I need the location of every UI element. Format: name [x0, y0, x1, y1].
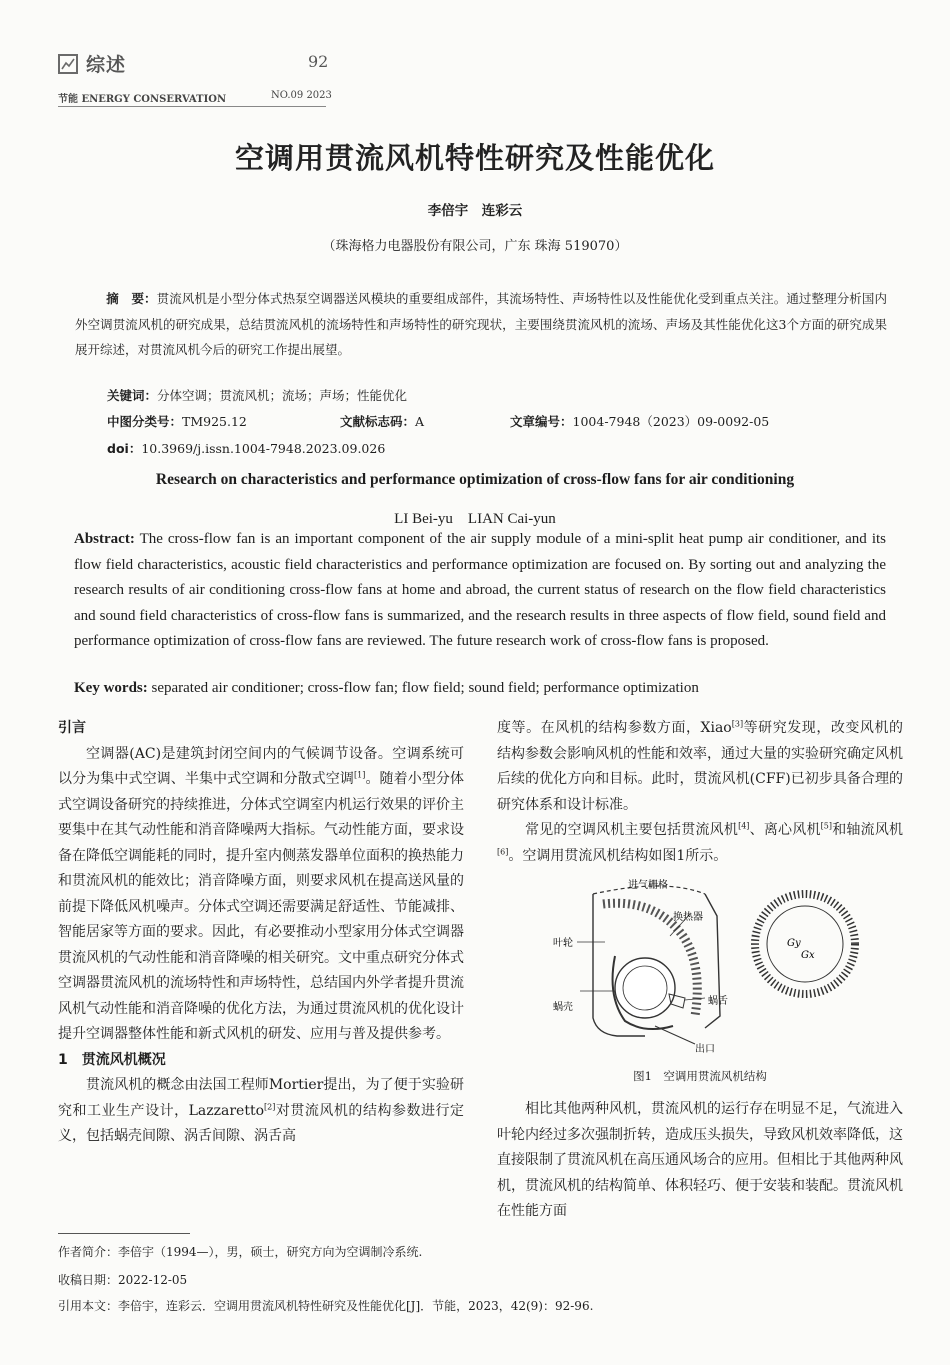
blade-detail — [755, 894, 855, 994]
impeller — [615, 958, 675, 1018]
keywords-cn-text: 分体空调；贯流风机；流场；声场；性能优化 — [157, 388, 408, 403]
fan-diagram — [545, 876, 875, 1061]
s1-text-a: 贯流风机的概念由法国工程师Mortier提出，为了便于实验研究和工业生产设计，Lazzaretto — [58, 1077, 464, 1119]
affiliation: （珠海格力电器股份有限公司，广东 珠海 519070） — [322, 239, 628, 254]
abstract-en-label: Abstract: — [74, 531, 135, 547]
figure-1 — [545, 876, 875, 1065]
classification-label: 中图分类号： — [107, 414, 183, 429]
article-number — [510, 412, 769, 430]
page-number: 92 — [308, 52, 329, 71]
chart-icon — [58, 54, 78, 74]
intro-text-a: 空调器(AC)是建筑封闭空间内的气候调节设备。空调系统可以分为集中式空调、半集中式空调和分散式空调 — [58, 745, 464, 787]
doi-label: doi： — [107, 441, 142, 456]
label-tongue: 蜗舌 — [708, 996, 728, 1007]
right-column-top — [497, 716, 903, 869]
blade-detail-inner — [767, 906, 843, 982]
intro-text-b: 。随着小型分体式空调设备研究的持续推进，分体式空调室内机运行效果的评价主要集中在其气动性能和消音降噪两大指标。气动性能方面，要求设备在降低空调能耗的同时，提升室内侧蒸发器单位面积的换热能力和贯流风机的能效比；消音降噪方面，则要求风机在提高送风量的前提下降低风机噪声。分体式空调还需要满足舒适性、节能减排、智能居家等方面的要求。因此，有必要推动小型家用分体式空调器贯流风机的气动性能和消音降噪的相关研究。文中重点研究分体式空调器贯流风机的流场特性和声场特性，总结国内外学者提升贯流风机气动性能和消音降噪的优化方法，为通过贯流风机的优化设计提升空调器整体性能和新式风机的研发、应用与普及提供参考。 — [58, 771, 465, 1042]
housing-right — [705, 894, 720, 1028]
keywords-en-text: separated air conditioner; cross-flow fan; flow field; sound field; performance optimization — [151, 680, 699, 696]
ref-2: [2] — [264, 1101, 276, 1111]
right-paragraph-2 — [497, 818, 903, 869]
doc-code — [340, 412, 424, 430]
issue-number: NO.09 2023 — [271, 90, 332, 101]
intro-paragraph — [58, 742, 464, 1048]
label-volute: 蜗壳 — [553, 1002, 573, 1013]
section-name: 综述 — [86, 54, 127, 76]
s1-text-b: 对贯流风机的结构参数进行定义，包括蜗壳间隙、涡舌间隙、涡舌高 — [58, 1102, 465, 1144]
label-outlet: 出口 — [695, 1044, 715, 1055]
abstract-cn-text: 贯流风机是小型分体式热泵空调器送风模块的重要组成部件，其流场特性、声场特性以及性能优化受到重点关注。通过整理分析国内外空调贯流风机的研究成果，总结贯流风机的流场特性和声场特性的研究现状，主要围绕贯流风机的流场、声场及其性能优化这3个方面的研究成果展开综述，对贯流风机今后的研究工作提出展望。 — [75, 291, 887, 357]
label-exchanger: 换热器 — [673, 912, 703, 923]
label-gx: Gx — [801, 950, 815, 961]
doc-code-label: 文献标志码： — [340, 414, 416, 429]
label-gy: Gy — [787, 938, 801, 949]
abstract-cn — [75, 286, 887, 363]
classification-text: TM925.12 — [182, 414, 247, 429]
abstract-en-text: The cross-flow fan is an important component of the air supply module of a mini-split heat pump air conditioner, and its flow field characteristics, acoustic field characteristics and performance optimization are focused on. By sorting out and analyzing the research results of air conditioning cross-flow fans at home and abroad, the current status of research on the flow field characteristics and sound field characteristics of cross-flow fans is summarized, and the research results in three aspects of flow field, sound field and performance optimization of cross-flow fans are reviewed. The future research work of cross-flow fans is proposed. — [74, 531, 886, 649]
keywords-en-label: Key words: — [74, 680, 148, 696]
right-paragraph-3: 相比其他两种风机，贯流风机的运行存在明显不足，气流进入叶轮内经过多次强制折转，造成压头损失，导致风机效率降低，这直接限制了贯流风机在高压通风场合的应用。但相比于其他两种风机，贯流风机的结构简单、体积轻巧、便于安装和装配。贯流风机在性能方面 — [497, 1101, 903, 1219]
ref-3: [3] — [731, 719, 744, 729]
outlet-arrow — [655, 1026, 695, 1044]
footnote-rule — [58, 1233, 190, 1234]
article-number-text: 1004-7948（2023）09-0092-05 — [572, 414, 770, 429]
abstract-cn-label: 摘 要： — [106, 291, 157, 306]
label-grille: 进气栅格 — [628, 880, 668, 891]
keywords-cn-label: 关键词： — [107, 388, 158, 403]
doi — [107, 439, 385, 457]
title-en: Research on characteristics and performance optimization of cross-flow fans for air conditioning — [155, 471, 795, 488]
keywords-en — [74, 680, 886, 697]
right-p2-d: 。空调用贯流风机结构如图1所示。 — [508, 847, 728, 864]
doc-code-text: A — [415, 414, 425, 429]
doi-text: 10.3969/j.issn.1004-7948.2023.09.026 — [141, 441, 386, 456]
ref-6: [6] — [497, 846, 509, 856]
figure-caption: 图1 空调用贯流风机结构 — [633, 1069, 767, 1083]
right-p2-c: 和轴流风机 — [832, 822, 904, 838]
classification — [107, 412, 247, 430]
authors-en: LI Bei-yu LIAN Cai-yun — [394, 511, 556, 527]
right-p2-a: 常见的空调风机主要包括贯流风机 — [525, 822, 739, 838]
right-p2-b: 、离心风机 — [749, 822, 821, 838]
right-column-bottom — [497, 1097, 903, 1225]
left-column — [58, 716, 464, 1150]
header-rule — [58, 106, 326, 107]
right-p1-a: 度等。在风机的结构参数方面，Xiao — [497, 720, 732, 736]
label-impeller: 叶轮 — [553, 938, 573, 949]
ref-1: [1] — [354, 770, 366, 780]
section1-heading: 1 贯流风机概况 — [58, 1051, 166, 1068]
author-bio: 作者简介：李倍宇（1994—），男，硕士，研究方向为空调制冷系统. — [58, 1245, 423, 1259]
abstract-en — [74, 527, 886, 655]
ref-5: [5] — [820, 821, 832, 831]
citation: 引用本文：李倍宇，连彩云．空调用贯流风机特性研究及性能优化[J]．节能，2023，42(9)：92-96. — [58, 1299, 594, 1313]
authors: 李倍宇 连彩云 — [427, 203, 523, 219]
received-date: 收稿日期：2022-12-05 — [58, 1273, 188, 1287]
ref-4: [4] — [738, 821, 750, 831]
intro-heading: 引言 — [58, 720, 86, 736]
keywords-cn — [107, 386, 407, 404]
section-header — [58, 50, 126, 77]
article-number-label: 文章编号： — [510, 414, 573, 429]
right-p1-b: 等研究发现，改变风机的结构参数会影响风机的性能和效率，通过大量的实验研究确定风机后续的优化方向和目标。此时，贯流风机(CFF)已初步具备合理的研究体系和设计标准。 — [497, 720, 903, 813]
right-paragraph-1 — [497, 716, 903, 818]
journal-name: 节能 ENERGY CONSERVATION — [58, 94, 227, 105]
section1-paragraph — [58, 1073, 464, 1150]
paper-title: 空调用贯流风机特性研究及性能优化 — [234, 141, 715, 175]
